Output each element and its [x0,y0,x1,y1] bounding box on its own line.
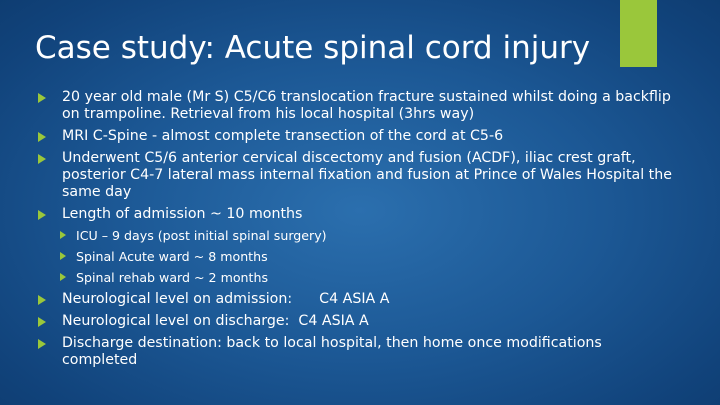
bullet-text: ICU – 9 days (post initial spinal surgery) [76,228,327,243]
bullet-item-level-admission [38,291,678,308]
bullet-item-patient [38,89,678,123]
bullet-text: Neurological level on discharge: C4 ASIA A [62,313,369,329]
bullet-text: Neurological level on admission: C4 ASIA A [62,291,390,307]
triangle-bullet-icon [38,317,46,327]
bullet-text: Spinal rehab ward ~ 2 months [76,270,269,285]
bullet-text: Discharge destination: back to local hospital, then home once modifications completed [62,335,602,368]
bullet-item-discharge-destination [38,335,678,369]
bullet-text: Underwent C5/6 anterior cervical discectomy and fusion (ACDF), iliac crest graft, posterior C4-7 lateral mass internal fixation and fusion at Prince of Wales Hospital the same day [62,150,672,200]
sub-bullet-item-rehab-ward [60,270,678,285]
sub-bullet-item-acute-ward [60,249,678,264]
sub-bullet-item-icu [60,228,678,243]
triangle-bullet-icon [60,252,66,260]
triangle-bullet-icon [60,231,66,239]
bullet-text: Length of admission ~ 10 months [62,206,303,222]
triangle-bullet-icon [38,339,46,349]
bullet-list [38,89,678,374]
bullet-item-level-discharge [38,313,678,330]
triangle-bullet-icon [38,295,46,305]
bullet-item-mri [38,128,678,145]
bullet-item-admission-length [38,206,678,223]
triangle-bullet-icon [38,154,46,164]
triangle-bullet-icon [38,210,46,220]
triangle-bullet-icon [38,93,46,103]
accent-bar [620,0,657,67]
bullet-text: Spinal Acute ward ~ 8 months [76,249,268,264]
triangle-bullet-icon [60,273,66,281]
triangle-bullet-icon [38,132,46,142]
bullet-item-surgery [38,150,678,201]
bullet-text: 20 year old male (Mr S) C5/C6 translocation fracture sustained whilst doing a backflip on trampoline. Retrieval from his local hospital (3hrs way) [62,89,671,122]
bullet-text: MRI C-Spine - almost complete transection of the cord at C5-6 [62,128,504,144]
slide-title: Case study: Acute spinal cord injury [35,30,591,66]
